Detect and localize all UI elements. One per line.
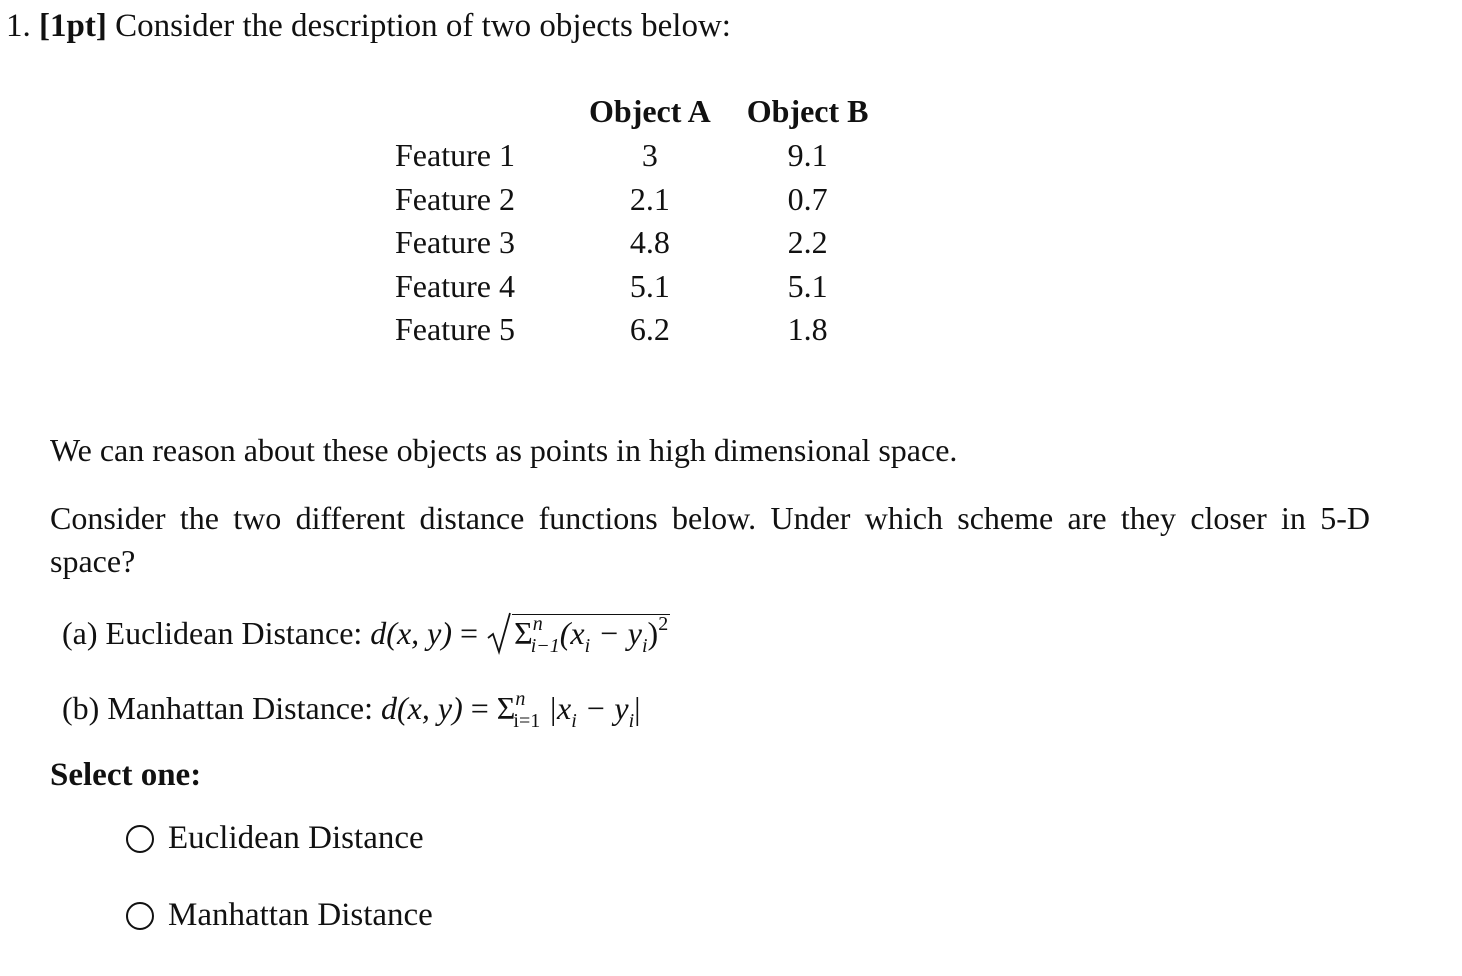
sum-symbol: Σ: [496, 690, 516, 726]
term-x: |x: [540, 690, 572, 726]
choice-manhattan-label: Manhattan Distance: [168, 897, 433, 933]
feature-label: Feature 3: [395, 224, 515, 261]
object-b-value: 2.2: [787, 224, 828, 261]
option-b-lhs: d(x, y): [381, 690, 463, 726]
table-row: [385, 178, 887, 222]
option-b-name: Manhattan Distance:: [107, 690, 373, 726]
object-b-value: 5.1: [787, 267, 828, 304]
object-b-value: 9.1: [787, 137, 828, 174]
term-y: − y: [576, 690, 629, 726]
object-a-value: 6.2: [629, 311, 670, 348]
choice-euclidean-distance[interactable]: [126, 820, 424, 857]
select-one-label: Select one:: [50, 757, 202, 793]
table-header-row: [385, 88, 887, 134]
term-y-sub: i: [628, 710, 635, 732]
term-y: − y: [590, 615, 642, 651]
choice-manhattan-distance[interactable]: [126, 897, 433, 934]
option-a-lhs: d(x, y): [370, 615, 453, 651]
table-row: [385, 265, 887, 309]
table-header-empty: [385, 88, 571, 134]
option-b-equals: =: [470, 690, 489, 726]
term-x-sub: i: [584, 635, 591, 657]
sum-lower: i−1: [530, 635, 560, 657]
choice-euclidean-label: Euclidean Distance: [168, 820, 424, 856]
object-a-value: 3: [641, 137, 658, 174]
object-a-value: 2.1: [629, 180, 670, 217]
sum-lower: i=1: [513, 710, 541, 732]
sum-upper: n: [515, 688, 526, 710]
option-a-label: (a): [62, 615, 98, 651]
term-power: 2: [658, 613, 669, 635]
object-a-value: 4.8: [629, 224, 670, 261]
term-x-sub: i: [571, 710, 577, 732]
sum-symbol: Σ: [514, 615, 533, 651]
feature-label: Feature 5: [395, 311, 515, 348]
question-header: [6, 8, 731, 45]
question-number: 1.: [6, 8, 31, 44]
option-a-euclidean-formula: [62, 612, 670, 656]
paragraph-distance-question: Consider the two different distance functions below. Under which scheme are they closer in 5-D space?: [50, 500, 1370, 579]
table-header-object-a: Object A: [589, 92, 711, 129]
radio-button-manhattan[interactable]: [126, 902, 154, 930]
object-a-value: 5.1: [629, 267, 670, 304]
feature-table: [385, 88, 887, 352]
term-y-sub: i: [641, 635, 648, 657]
option-a-equals: =: [460, 615, 479, 651]
table-row: [385, 221, 887, 265]
term-close: ): [647, 615, 659, 651]
question-points: [1pt]: [39, 8, 107, 44]
table-header-object-b: Object B: [746, 92, 869, 129]
term-close: |: [634, 690, 641, 726]
paragraph-high-dimensional: We can reason about these objects as points in high dimensional space.: [50, 432, 958, 468]
object-b-value: 0.7: [787, 180, 828, 217]
table-row: [385, 308, 887, 352]
object-b-value: 1.8: [787, 311, 828, 348]
option-a-name: Euclidean Distance:: [105, 615, 363, 651]
sqrt-radicand: [512, 614, 670, 656]
feature-label: Feature 4: [395, 267, 515, 304]
option-b-manhattan-formula: [62, 688, 641, 732]
sum-upper: n: [532, 613, 543, 635]
table-row: [385, 134, 887, 178]
radio-button-euclidean[interactable]: [126, 825, 154, 853]
radical-sign-icon: [486, 612, 512, 656]
question-prompt: Consider the description of two objects below:: [115, 8, 731, 44]
term-x: (x: [559, 615, 585, 651]
feature-label: Feature 1: [395, 137, 515, 174]
feature-label: Feature 2: [395, 180, 515, 217]
option-b-label: (b): [62, 690, 100, 726]
sqrt-symbol: [486, 612, 670, 656]
